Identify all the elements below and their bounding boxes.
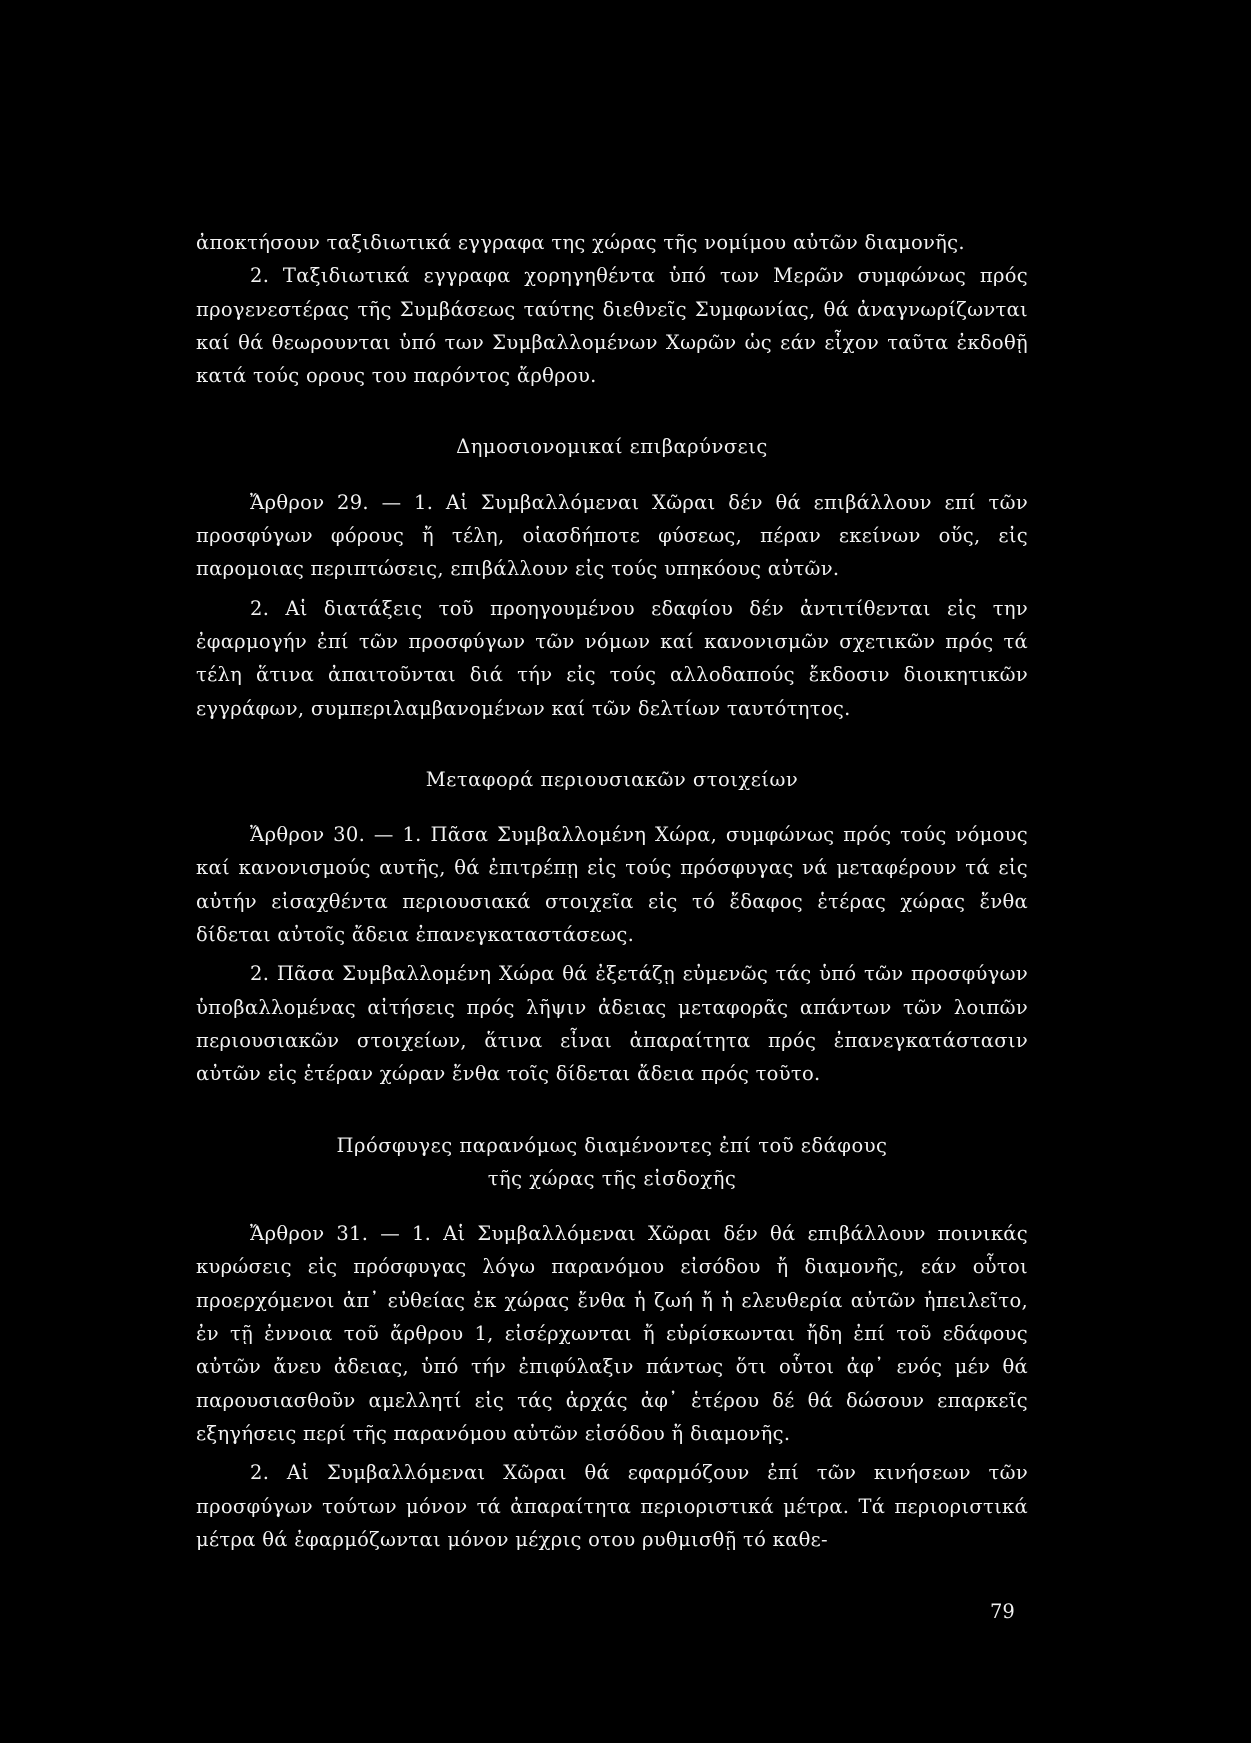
paragraph-article29-section1: Ἄρθρον 29. — 1. Αἱ Συμβαλλόμεναι Χῶραι δέν θά επιβάλλουν επί τῶν προσφύγων φόρους ἤ τέλη, οἱασδήποτε φύσεως, πέραν εκείνων οὕς, εἰς παρομοιας περιπτώσεις, επιβάλλουν εἰς τούς υπηκόους αὐτῶν. — [196, 490, 1028, 581]
paragraph-article31-section2: 2. Αἱ Συμβαλλόμεναι Χῶραι θά εφαρμόζουν ἐπί τῶν κινήσεων τῶν προσφύγων τούτων μόνον τά ἀπαραίτητα περιοριστικά μέτρα. Τά περιοριστικά μέτρα θά ἐφαρμόζωνται μόνον μέχρις οτου ρυθμισθῇ τό καθε- — [196, 1461, 1028, 1551]
page-body — [196, 226, 1028, 1556]
section-heading-unlawful-refugees-line1: Πρόσφυγες παρανόμως διαμένοντες ἐπί τοῦ εδάφους — [336, 1133, 888, 1157]
section-heading-fiscal-charges: Δημοσιονομικαί επιβαρύνσεις — [456, 435, 768, 459]
paragraph-article31-section1: Ἄρθρον 31. — 1. Αἱ Συμβαλλόμεναι Χῶραι δέν θά επιβάλλουν ποινικάς κυρώσεις εἰς πρόσφυγας λόγω παρανόμου εἰσόδου ἤ διαμονῆς, εάν οὗτοι προερχόμενοι ἀπ᾽ εὐθείας ἐκ χώρας ἔνθα ἡ ζωή ἤ ἡ ελευθερία αὐτῶν ἠπειλεῖτο, ἐν τῇ ἐννοια τοῦ ἄρθρου 1, εἰσέρχωνται ἤ εὑρίσκωνται ἤδη ἐπί τοῦ εδάφους αὐτῶν ἄνευ ἀδειας, ὑπό τήν ἐπιφύλαξιν πάντως ὅτι οὗτοι ἀφ᾽ ενός μέν θά παρουσιασθοῦν αμελλητί εἰς τάς ἀρχάς ἀφ᾽ ἑτέρου δέ θά δώσουν επαρκεῖς εξηγήσεις περί τῆς παρανόμου αὐτῶν εἰσόδου ἤ διαμονῆς. — [196, 1222, 1028, 1445]
section-heading-transfer-of-assets: Μεταφορά περιουσιακῶν στοιχείων — [425, 767, 799, 791]
paragraph-article30-section1: Ἄρθρον 30. — 1. Πᾶσα Συμβαλλομένη Χώρα, συμφώνως πρός τούς νόμους καί κανονισμούς αυτῆς, θά ἐπιτρέπῃ εἰς τούς πρόσφυγας νά μεταφέρουν τά εἰς αὐτήν εἰσαχθέντα περιουσιακά στοιχεῖα εἰς τό ἔδαφος ἑτέρας χώρας ἔνθα δίδεται αὐτοῖς ἄδεια ἐπανεγκαταστάσεως. — [196, 823, 1028, 947]
page-number: 79 — [990, 1600, 1015, 1623]
paragraph-article29-section2: 2. Αἱ διατάξεις τοῦ προηγουμένου εδαφίου δέν ἀντιτίθενται εἰς την ἐφαρμογήν ἐπί τῶν προσφύγων τῶν νόμων καί κανονισμῶν σχετικῶν πρός τά τέλη ἅτινα ἀπαιτοῦνται διά τήν εἰς τούς αλλοδαπούς ἔκδοσιν διοικητικῶν εγγράφων, συμπεριλαμβανομένων καί τῶν δελτίων ταυτότητος. — [196, 596, 1028, 720]
section-heading-unlawful-refugees-line2: τῆς χώρας τῆς εἰσδοχῆς — [487, 1166, 737, 1190]
paragraph-continuation: ἀποκτήσουν ταξιδιωτικά εγγραφα της χώρας τῆς νομίμου αὐτῶν διαμονῆς. — [196, 231, 965, 254]
paragraph-article28-section2: 2. Ταξιδιωτικά εγγραφα χορηγηθέντα ὑπό των Μερῶν συμφώνως πρός προγενεστέρας τῆς Συμβάσεως ταύτης διεθνεῖς Συμφωνίας, θά ἀναγνωρίζωνται καί θά θεωρουνται ὑπό των Συμβαλλομένων Χωρῶν ὡς εάν εἶχον ταῦτα ἐκδοθῇ κατά τούς ορους του παρόντος ἄρθρου. — [196, 264, 1028, 388]
paragraph-article30-section2: 2. Πᾶσα Συμβαλλομένη Χώρα θά ἐξετάζῃ εὐμενῶς τάς ὑπό τῶν προσφύγων ὑποβαλλομένας αἰτήσεις πρός λῆψιν ἀδειας μεταφορᾶς απάντων τῶν λοιπῶν περιουσιακῶν στοιχείων, ἅτινα εἶναι ἀπαραίτητα πρός ἐπανεγκατάστασιν αὐτῶν εἰς ἑτέραν χώραν ἔνθα τοῖς δίδεται ἄδεια πρός τοῦτο. — [196, 962, 1028, 1086]
